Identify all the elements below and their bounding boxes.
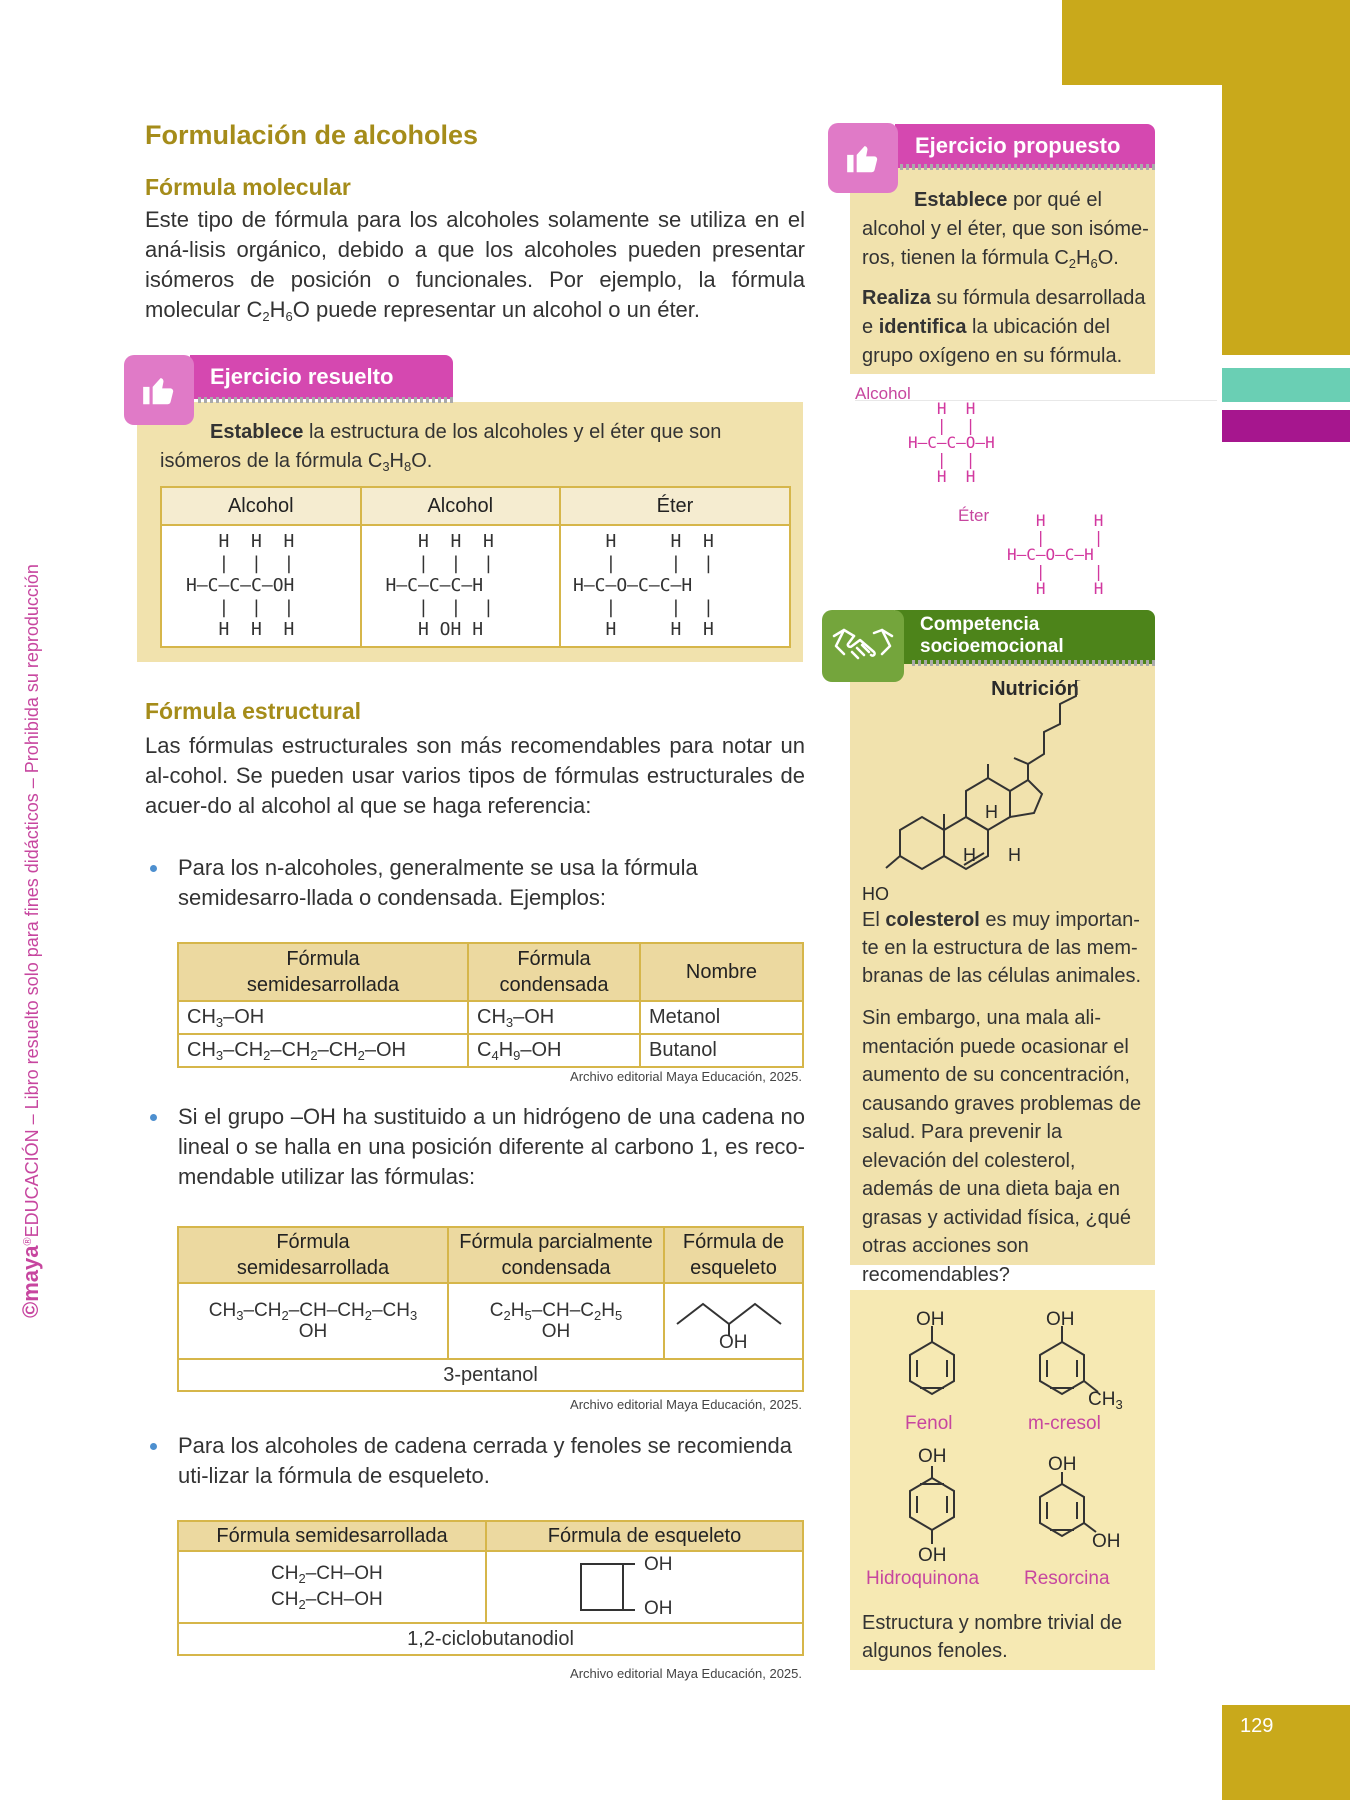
structural-intro: Las fórmulas estructurales son más recomendables para notar un al-cohol. Se pueden usar varios tipos de fórmulas estructurales de acuer-do al alcohol al que se haga referencia: [145, 733, 805, 818]
cholesterol-structure [880, 680, 1140, 900]
mcresol-name: m-cresol [1028, 1413, 1101, 1434]
alcohol-answer-structure: H H | | H–C–C–O–H | | H H [908, 399, 995, 486]
table-ciclobutanodiol: Fórmula semidesarrollada Fórmula de esqueleto $CH_2-CH-OH$ $CH_2-CH-OH$ OH OH 1,2-ciclobutanodiol [177, 1520, 804, 1656]
hidroquinona-oh-bottom: OH [918, 1545, 947, 1566]
hidroquinona-oh-top: OH [918, 1446, 947, 1467]
resorcina-oh-side: OH [1092, 1531, 1121, 1552]
propuesto-title-zigzag [900, 164, 1155, 170]
table-3-pentanol: Fórmula semidesarrollada Fórmula parcialmente condensada Fórmula de esqueleto $CH_3-CH_2-CH-CH_2-CH_3$ OH $C_2H_5-CH-C_2H_5$ OH OH 3-pentanol [177, 1226, 804, 1392]
molecular-paragraph: Este tipo de fórmula para los alcoholes solamente se utiliza en el aná-lisis orgánico, debido a que los alcoholes pueden presentar isómeros de posición o funcionales. Por ejemplo, la fórmula molecular $C_2H_6O$ puede representar un alcohol o un éter. [145, 207, 805, 324]
resuelto-header: Éter [560, 487, 790, 525]
eter-answer-structure: H H | | H–C–O–C–H | | H H [1007, 511, 1104, 598]
name-ciclobutanodiol: 1,2-ciclobutanodiol [178, 1623, 803, 1655]
cholesterol-h-3: H [1008, 845, 1021, 865]
bullet-n-alcoholes: Para los n-alcoholes, generalmente se usa la fórmula semidesarro-llada o condensada. Ejemplos: [178, 853, 805, 913]
resuelto-table [160, 486, 791, 648]
name-metanol: Metanol [640, 1001, 803, 1034]
resorcina-name: Resorcina [1024, 1568, 1110, 1589]
pentanol-skeleton-oh: OH [719, 1332, 748, 1353]
fenol-oh: OH [916, 1309, 945, 1330]
cholesterol-h-2: H [963, 845, 976, 865]
competencia-paragraph-1: El colesterol es muy importan-te en la estructura de las mem-branas de las células animales. [862, 909, 1142, 987]
resuelto-title-zigzag [198, 397, 453, 403]
structural-title: Fórmula estructural [145, 698, 361, 724]
mcresol-oh: OH [1046, 1309, 1075, 1330]
decor-gold-band-side [1222, 85, 1350, 355]
hidroquinona-name: Hidroquinona [866, 1568, 980, 1589]
resuelto-title: Ejercicio resuelto [190, 355, 453, 399]
side-copyright-text: ©maya®EDUCACIÓN – Libro resuelto solo para fines didácticos – Prohibida su reproducción [18, 564, 43, 1318]
competencia-title-bar: Competencia socioemocional [895, 610, 1155, 664]
competencia-paragraph-2: Sin embargo, una mala ali-mentación puede ocasionar el aumento de su concentración, causando graves problemas de salud. Para prevenir la elevación del colesterol, además de una dieta baja en grasas y actividad física, ¿qué otras acciones son recomendables? [862, 1007, 1142, 1286]
resuelto-header: Alcohol [361, 487, 561, 525]
eter-label: Éter [958, 506, 990, 525]
propanol-2-structure: H H H | | | H–C–C–C–H | | | H OH H [385, 531, 494, 640]
table-n-alcoholes: Fórmula semidesarrollada Fórmula condensada Nombre $CH_3-OH$ $CH_3-OH$ Metanol $CH_3-CH_2-CH_2-CH_2-OH$ $C_4H_9-OH$ Butanol [177, 942, 804, 1068]
side-brand: ©maya [18, 1245, 43, 1318]
bullet-cadena-cerrada: Para los alcoholes de cadena cerrada y fenoles se recomienda uti-lizar la fórmula de esqueleto. [178, 1431, 805, 1491]
cholesterol-h-1: H [985, 802, 998, 822]
competencia-title-zigzag [912, 660, 1155, 666]
name-3-pentanol: 3-pentanol [178, 1359, 803, 1391]
decor-gold-band-top [1062, 0, 1350, 85]
fenoles-caption: Estructura y nombre trivial de algunos fenoles. [862, 1612, 1123, 1662]
propuesto-thumbs-up-icon [828, 123, 898, 193]
propanol-1-structure: H H H | | | H–C–C–C–OH | | | H H H [186, 531, 295, 640]
table3-caption: Archivo editorial Maya Educación, 2025. [570, 1666, 802, 1681]
decor-teal-band [1222, 368, 1350, 402]
competencia-subtitle: Nutrición [991, 678, 1079, 700]
bullet-cadena-no-lineal: Si el grupo –OH ha sustituido a un hidrógeno de una cadena no lineal o se halla en una posición diferente al carbono 1, es reco-mendable utilizar las fórmulas: [178, 1102, 805, 1192]
alcohol-label: Alcohol [855, 384, 911, 403]
ciclobutanodiol-oh-bottom: OH [644, 1598, 673, 1619]
fenol-name: Fenol [905, 1413, 953, 1434]
propuesto-text-1: Establece por qué el alcohol y el éter, que son isóme-ros, tienen la fórmula $C_2H_6O$. [862, 189, 1149, 271]
table1-caption: Archivo editorial Maya Educación, 2025. [570, 1069, 802, 1084]
resuelto-header: Alcohol [161, 487, 361, 525]
propuesto-title: Ejercicio propuesto [895, 124, 1155, 168]
section-title: Formulación de alcoholes [145, 120, 479, 150]
page-number: 129 [1240, 1715, 1274, 1737]
ciclobutanodiol-oh-top: OH [644, 1554, 673, 1575]
pentanol-cond-oh: OH [541, 1321, 571, 1342]
competencia-handshake-icon [822, 610, 904, 682]
propuesto-text-2: Realiza su fórmula desarrollada e identifica la ubicación del grupo oxígeno en su fórmula. [862, 287, 1146, 367]
name-butanol: Butanol [640, 1034, 803, 1067]
molecular-title: Fórmula molecular [145, 174, 351, 200]
ether-structure: H H H | | | H–C–O–C–C–H | | | H H H [573, 531, 714, 640]
decor-magenta-band [1222, 410, 1350, 442]
cholesterol-ho: HO [862, 884, 889, 904]
pentanol-semi-oh: OH [298, 1321, 328, 1342]
resorcina-oh-top: OH [1048, 1454, 1077, 1475]
resuelto-thumbs-up-icon [124, 355, 194, 425]
table2-caption: Archivo editorial Maya Educación, 2025. [570, 1397, 802, 1412]
mcresol-ch3: $CH_3$ [1088, 1389, 1123, 1412]
resuelto-prompt: Establece la estructura de los alcoholes y el éter que son isómeros de la fórmula $C_3H_8O$. [160, 421, 722, 474]
ciclobutanodiol-skeleton [579, 1552, 699, 1624]
